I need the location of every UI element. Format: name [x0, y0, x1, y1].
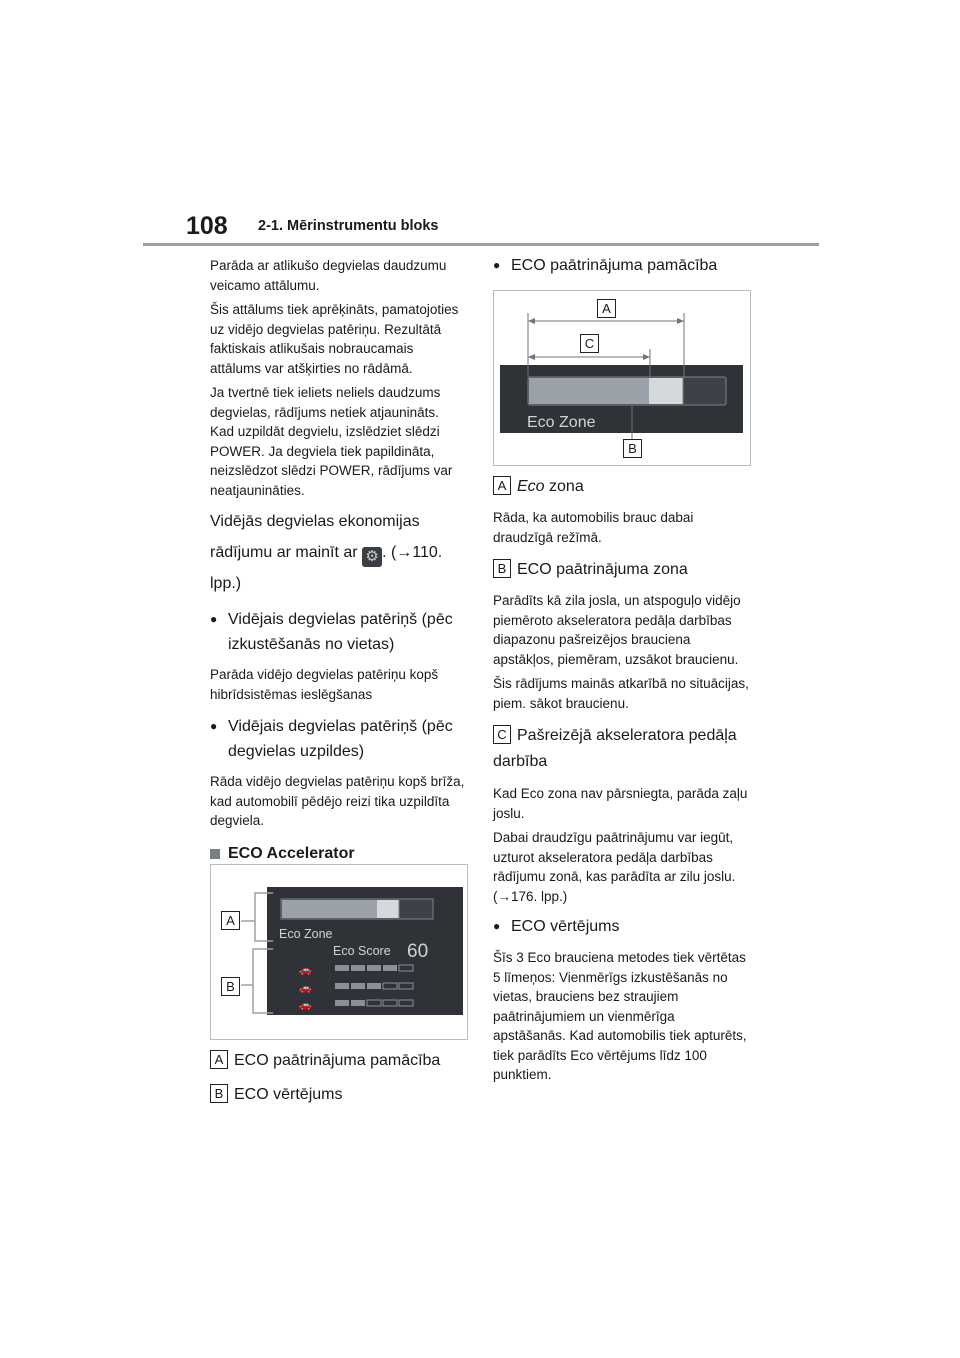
text-avg-since-start: Parāda vidējo degvielas patēriņu kopš hibrīdsistēmas ieslēgšanas — [210, 667, 439, 702]
paragraph-economy-switch — [210, 506, 466, 599]
item-a-text: Rāda, ka automobilis brauc dabai draudzīgā režīmā. — [493, 510, 694, 545]
item-c-text2: Dabai draudzīgu paātrinājumu var iegūt, uzturot akseleratora pedāļa darbības rādījumu zonā, kas parādīta ar zilu joslu. (→176. lpp.) — [493, 830, 736, 904]
figure-eco-zone — [493, 290, 751, 466]
eco-zone-illustration — [494, 291, 750, 465]
figure2-label-a: A — [597, 299, 616, 318]
item-b-title — [493, 557, 749, 582]
bullet-avg-since-refuel: ● Vidējais degvielas patēriņš (pēc degvielas uzpildes) — [210, 714, 466, 764]
item-b-badge: B — [493, 559, 511, 578]
paragraph-refuel: Ja tvertnē tiek ieliets neliels daudzums degvielas, rādījums netiek atjaunināts. Kad uzpildāt degvielu, izslēdziet slēdzi POWER. Ja degviela tiek papildināta, neizslēdzot slēdzi POWER, rādījums var neatjaunināties. — [210, 385, 453, 498]
score-cell — [335, 983, 349, 989]
score-cell — [351, 965, 365, 971]
section-title: 2-1. Mērinstrumentu bloks — [258, 218, 439, 234]
legend-b-text: ECO vērtējums — [234, 1086, 343, 1103]
page-number: 108 — [186, 212, 228, 240]
legend-a — [210, 1048, 466, 1073]
figure1-legend — [210, 1048, 466, 1107]
figure1-label-a: A — [221, 911, 240, 930]
figure2-label-b: B — [623, 439, 642, 458]
eco-score-value: 60 — [407, 941, 429, 962]
left-column — [210, 256, 466, 891]
item-b-text2: Šis rādījums mainās atkarībā no situācijas, piem. sākot braucienu. — [493, 676, 749, 711]
car-start-icon: 🚗 — [299, 965, 312, 976]
legend-b — [210, 1082, 466, 1107]
eco-zone-label: Eco Zone — [279, 927, 333, 941]
score-cell — [367, 965, 381, 971]
figure1-label-b: B — [221, 977, 240, 996]
heading-eco-accelerator: ECO Accelerator — [210, 841, 466, 891]
legend-b-badge: B — [210, 1084, 228, 1103]
score-cell — [351, 983, 365, 989]
item-c-text1: Kad Eco zona nav pārsniegta, parāda zaļu joslu. — [493, 786, 748, 821]
item-c-badge: C — [493, 725, 511, 744]
bullet-eco-guide: ● ECO paātrinājuma pamācība — [493, 253, 749, 278]
item-b-title-text: ECO paātrinājuma zona — [517, 561, 688, 578]
eco-display-illustration — [211, 865, 467, 1039]
paragraph-calculation: Šis attālums tiek aprēķināts, pamatojoties uz vidējo degvielas patēriņu. Rezultātā faktiskais atlikušais nobraucamais attālums var atšķirties no rādāmā. — [210, 302, 459, 376]
item-a-badge: A — [493, 476, 511, 495]
text-avg-since-refuel: Rāda vidējo degvielas patēriņu kopš brīža, kad automobilī pēdējo reizi tika uzpildīta degviela. — [210, 774, 465, 828]
right-bullet-guide — [493, 253, 749, 278]
figure-eco-display — [210, 864, 468, 1040]
item-b-text1: Parādīts kā zila josla, un atspoguļo vidējo piemēroto akseleratora pedāļa darbības diapazonu pašreizējos brauciena apstākļos, piemēram, uzsākot braucienu. — [493, 593, 741, 667]
item-c-title-text: Pašreizējā akseleratora pedāļa darbība — [493, 727, 737, 770]
zone-bar-fill — [529, 378, 649, 404]
guide-bar-fill — [282, 900, 377, 918]
paragraph-range: Parāda ar atlikušo degvielas daudzumu veicamo attālumu. — [210, 258, 447, 293]
legend-a-badge: A — [210, 1050, 228, 1069]
car-cruise-icon: 🚗 — [299, 983, 312, 994]
paragraph-economy-text: Vidējās degvielas ekonomijas rādījumu ar mainīt ar — [210, 513, 420, 561]
guide-bar-zone — [377, 900, 399, 918]
text-eco-score: Šīs 3 Eco brauciena metodes tiek vērtētas 5 līmeņos: Vienmērīgs izkustēšanās no vietas, brauciens bez straujiem paātrinājumiem un vienmērīga apstāšanās. Kad automobilis tiek apturēts, tiek parādīts Eco vērtējums līdz 100 punktiem. — [493, 950, 747, 1082]
bullet-avg-since-start: ● Vidējais degvielas patēriņš (pēc izkustēšanās no vietas) — [210, 607, 466, 657]
score-cell — [335, 1000, 349, 1006]
item-c-title — [493, 723, 749, 775]
zone-bar-eco — [649, 378, 683, 404]
header-rule — [143, 243, 819, 246]
legend-a-text: ECO paātrinājuma pamācība — [234, 1052, 441, 1069]
bullet-eco-score: ● ECO vērtējums — [493, 914, 749, 939]
item-a-title-rest: zona — [544, 478, 584, 495]
score-cell — [367, 983, 381, 989]
item-a-title-italic: Eco — [517, 478, 545, 495]
score-cell — [383, 965, 397, 971]
eco-zone-text: Eco Zone — [527, 414, 596, 431]
paragraph-economy-ref: . (→110. lpp.) — [210, 544, 443, 592]
score-cell — [351, 1000, 365, 1006]
score-cell — [335, 965, 349, 971]
figure2-label-c: C — [580, 334, 599, 353]
eco-score-label: Eco Score — [333, 944, 391, 958]
item-a-title — [493, 474, 749, 499]
right-column — [493, 474, 749, 1090]
gear-icon: ⚙ — [362, 547, 382, 567]
car-stop-icon: 🚗 — [299, 1000, 312, 1011]
